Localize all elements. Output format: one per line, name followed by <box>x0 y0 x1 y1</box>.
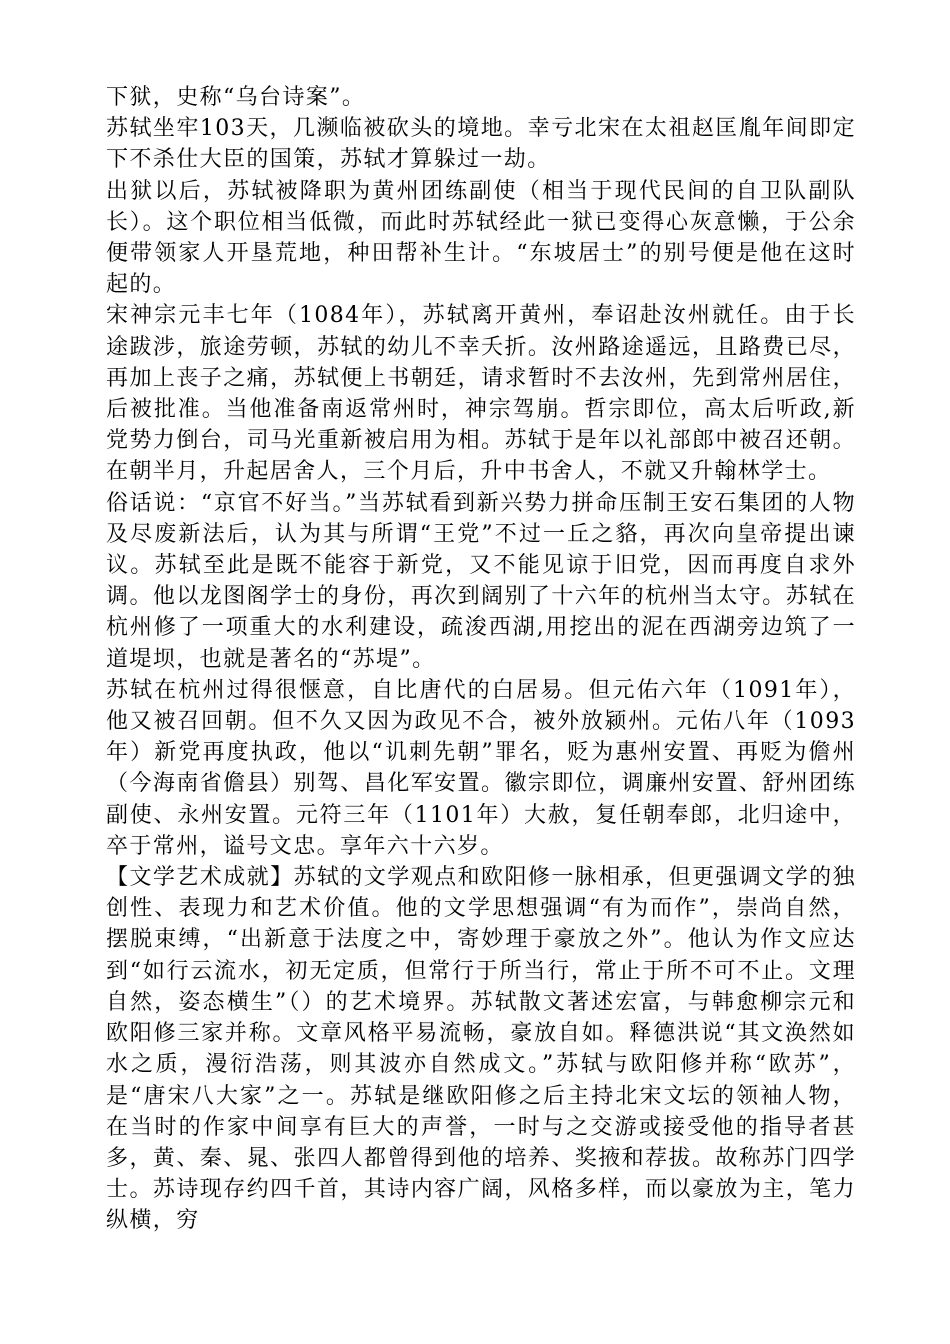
paragraph-yuanfeng-recall: 宋神宗元丰七年（1084年），苏轼离开黄州，奉诏赴汝州就任。由于长途跋涉，旅途劳顿，苏轼的幼儿不幸夭折。汝州路途遥远，且路费已尽，再加上丧子之痛，苏轼便上书朝廷，请求暂时不去汝州，先到常州居住，后被批准。当他准备南返常州时，神宗驾崩。哲宗即位，高太后听政,新党势力倒台，司马光重新被启用为相。苏轼于是年以礼部郎中被召还朝。在朝半月，升起居舍人，三个月后，升中书舍人，不就又升翰林学士。 <box>106 303 856 485</box>
document-body <box>106 82 856 1237</box>
paragraph-imprisonment: 苏轼坐牢103天，几濒临被砍头的境地。幸亏北宋在太祖赵匡胤年间即定下不杀仕大臣的国策，苏轼才算躲过一劫。 <box>106 116 856 173</box>
paragraph-later-exile: 苏轼在杭州过得很惬意，自比唐代的白居易。但元佑六年（1091年），他又被召回朝。但不久又因为政见不合，被外放颍州。元佑八年（1093年）新党再度执政，他以“讥刺先朝”罪名，贬为惠州安置、再贬为儋州（今海南省儋县）别驾、昌化军安置。徽宗即位，调廉州安置、舒州团练副使、永州安置。元符三年（1101年）大赦，复任朝奉郎，北归途中，卒于常州，谥号文忠。享年六十六岁。 <box>106 677 856 859</box>
paragraph-literary-achievements: 【文学艺术成就】苏轼的文学观点和欧阳修一脉相承，但更强调文学的独创性、表现力和艺术价值。他的文学思想强调“有为而作”，崇尚自然，摆脱束缚，“出新意于法度之中，寄妙理于豪放之外”。他认为作文应达到“如行云流水，初无定质，但常行于所当行，常止于所不可不止。文理自然，姿态横生”（）的艺术境界。苏轼散文著述宏富，与韩愈柳宗元和欧阳修三家并称。文章风格平易流畅，豪放自如。释德洪说“其文涣然如水之质，漫衍浩荡，则其波亦自然成文。”苏轼与欧阳修并称“欧苏”，是“唐宋八大家”之一。苏轼是继欧阳修之后主持北宋文坛的领袖人物，在当时的作家中间享有巨大的声誉，一时与之交游或接受他的指导者甚多，黄、秦、晁、张四人都曾得到他的培养、奖掖和荐拔。故称苏门四学士。苏诗现存约四千首，其诗内容广阔，风格多样，而以豪放为主，笔力纵横，穷 <box>106 865 856 1234</box>
paragraph-huangzhou-demotion: 出狱以后，苏轼被降职为黄州团练副使（相当于现代民间的自卫队副队长）。这个职位相当低微，而此时苏轼经此一狱已变得心灰意懒，于公余便带领家人开垦荒地，种田帮补生计。“东坡居士”的别号便是他在这时起的。 <box>106 178 856 298</box>
paragraph-wutai-case: 下狱，史称“乌台诗案”。 <box>106 85 366 110</box>
paragraph-hangzhou-su-causeway: 俗话说：“京官不好当。”当苏轼看到新兴势力拼命压制王安石集团的人物及尽废新法后，认为其与所谓“王党”不过一丘之貉，再次向皇帝提出谏议。苏轼至此是既不能容于新党，又不能见谅于旧党，因而再度自求外调。他以龙图阁学士的身份，再次到阔别了十六年的杭州当太守。苏轼在杭州修了一项重大的水利建设，疏浚西湖,用挖出的泥在西湖旁边筑了一道堤坝，也就是著名的“苏堤”。 <box>106 490 856 672</box>
